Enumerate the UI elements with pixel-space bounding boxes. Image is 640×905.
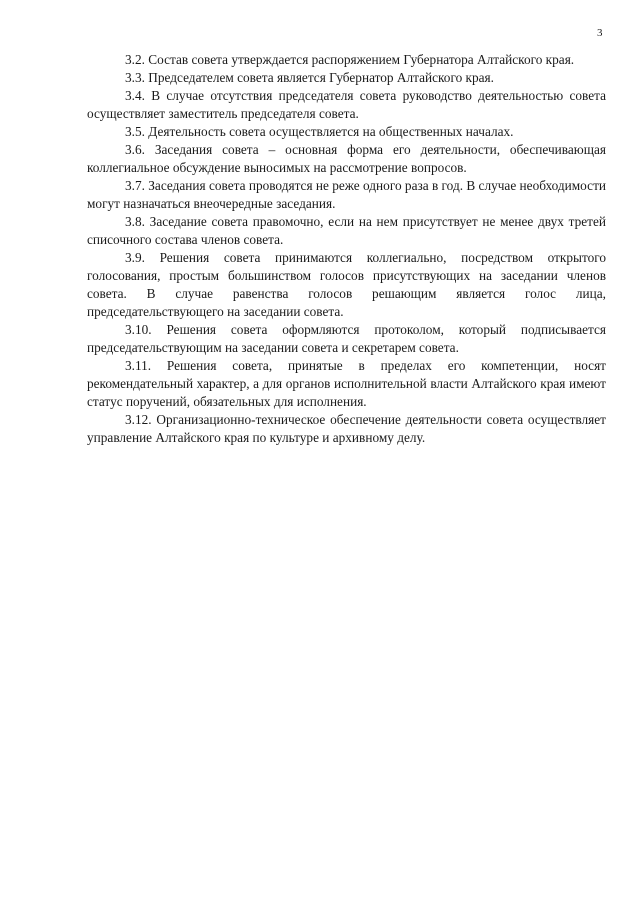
paragraph-3-12: 3.12. Организационно-техническое обеспечение деятельности совета осуществляет управление Алтайского края по культуре и архивному делу. (87, 412, 606, 445)
paragraph-3-6: 3.6. Заседания совета – основная форма его деятельности, обеспечивающая коллегиальное обсуждение выносимых на рассмотрение вопросов. (87, 142, 606, 175)
paragraph-3-4: 3.4. В случае отсутствия председателя совета руководство деятельностью совета осуществляет заместитель председателя совета. (87, 88, 606, 121)
paragraph-3-11: 3.11. Решения совета, принятые в пределах его компетенции, носят рекомендательный характер, а для органов исполнительной власти Алтайского края имеют статус поручений, обязательных для исполнения. (87, 358, 606, 409)
paragraph-3-9: 3.9. Решения совета принимаются коллегиально, посредством открытого голосования, простым большинством голосов присутствующих на заседании членов совета. В случае равенства голосов решающим является голос лица, председательствующего на заседании совета. (87, 250, 606, 319)
page-number: 3 (597, 27, 603, 39)
paragraph-3-5: 3.5. Деятельность совета осуществляется на общественных началах. (125, 124, 514, 139)
document-body (87, 51, 606, 447)
paragraph-3-8: 3.8. Заседание совета правомочно, если на нем присутствует не менее двух третей списочного состава членов совета. (87, 214, 606, 247)
paragraph-3-2: 3.2. Состав совета утверждается распоряжением Губернатора Алтайского края. (125, 52, 575, 67)
paragraph-3-7: 3.7. Заседания совета проводятся не реже одного раза в год. В случае необходимости могут назначаться внеочередные заседания. (87, 178, 606, 211)
paragraph-3-3: 3.3. Председателем совета является Губернатор Алтайского края. (125, 70, 494, 85)
paragraph-3-10: 3.10. Решения совета оформляются протоколом, который подписывается председательствующим на заседании совета и секретарем совета. (87, 322, 606, 355)
